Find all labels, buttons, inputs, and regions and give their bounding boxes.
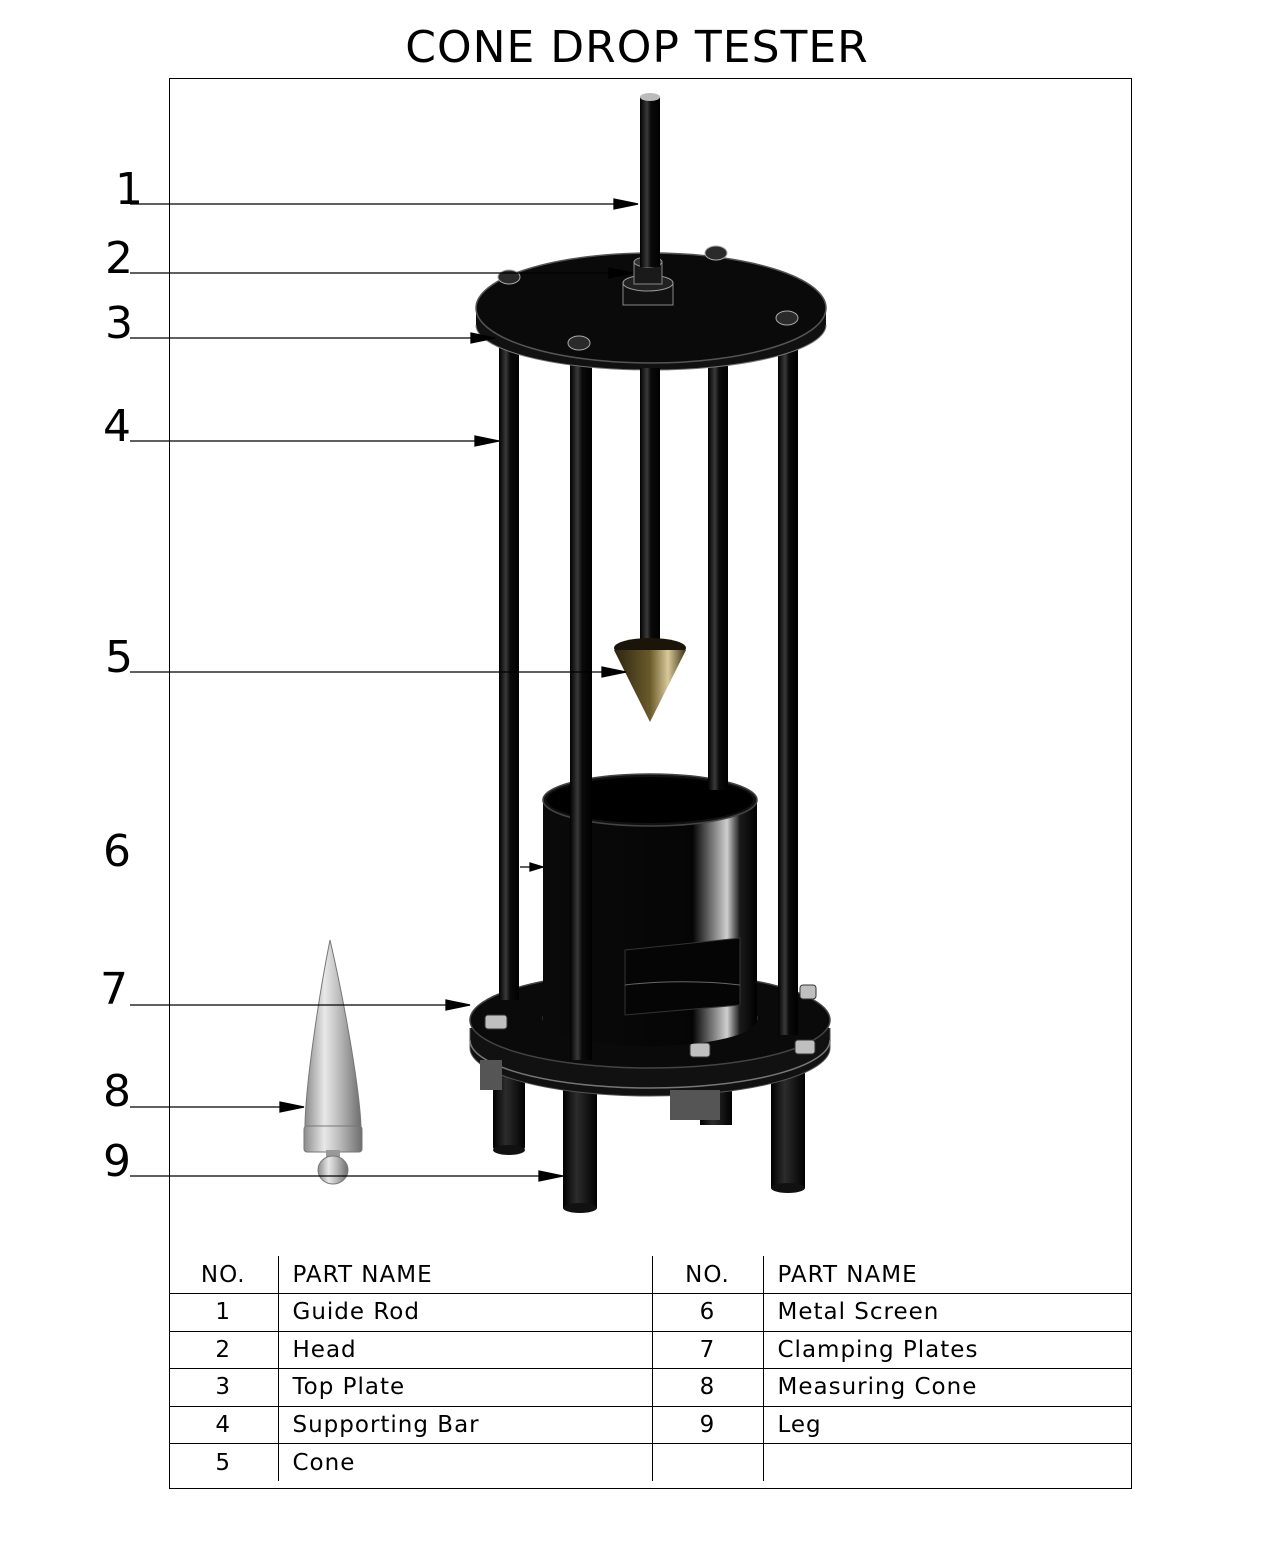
callout-2: 2: [105, 233, 133, 284]
header-no-1: NO.: [169, 1256, 278, 1294]
table-row: [169, 1444, 1132, 1482]
part-no: 7: [652, 1331, 763, 1369]
part-name: Leg: [763, 1406, 1132, 1444]
header-no-2: NO.: [652, 1256, 763, 1294]
callout-9: 9: [103, 1136, 131, 1187]
table-row: [169, 1331, 1132, 1369]
part-name: Guide Rod: [278, 1294, 652, 1332]
part-no: 4: [169, 1406, 278, 1444]
part-no: 9: [652, 1406, 763, 1444]
table-header-row: [169, 1256, 1132, 1294]
measuring-cone: [304, 940, 362, 1184]
part-no: 3: [169, 1369, 278, 1407]
part-no: 6: [652, 1294, 763, 1332]
part-name: Measuring Cone: [763, 1369, 1132, 1407]
header-part-name-1: PART NAME: [278, 1256, 652, 1294]
drop-cone: [614, 638, 686, 722]
callout-5: 5: [105, 632, 133, 683]
table-row: [169, 1369, 1132, 1407]
callout-6: 6: [103, 826, 131, 877]
part-name: Head: [278, 1331, 652, 1369]
part-name: [763, 1444, 1132, 1482]
part-no: 8: [652, 1369, 763, 1407]
drawing-title: CONE DROP TESTER: [405, 22, 869, 73]
parts-table: [169, 1256, 1132, 1481]
part-name: Top Plate: [278, 1369, 652, 1407]
part-name: Cone: [278, 1444, 652, 1482]
part-name: Supporting Bar: [278, 1406, 652, 1444]
part-no: 5: [215, 1449, 232, 1476]
guide-rod: [640, 93, 660, 648]
table-row: [169, 1406, 1132, 1444]
table-row: [169, 1294, 1132, 1332]
part-name: Metal Screen: [763, 1294, 1132, 1332]
part-no: 1: [169, 1294, 278, 1332]
part-no: [652, 1444, 763, 1482]
callout-4: 4: [103, 401, 131, 452]
callout-3: 3: [105, 298, 133, 349]
callout-1: 1: [115, 164, 143, 215]
callout-7: 7: [100, 964, 128, 1015]
part-name: Clamping Plates: [763, 1331, 1132, 1369]
callout-8: 8: [103, 1066, 131, 1117]
part-no: 2: [169, 1331, 278, 1369]
header-part-name-2: PART NAME: [763, 1256, 1132, 1294]
